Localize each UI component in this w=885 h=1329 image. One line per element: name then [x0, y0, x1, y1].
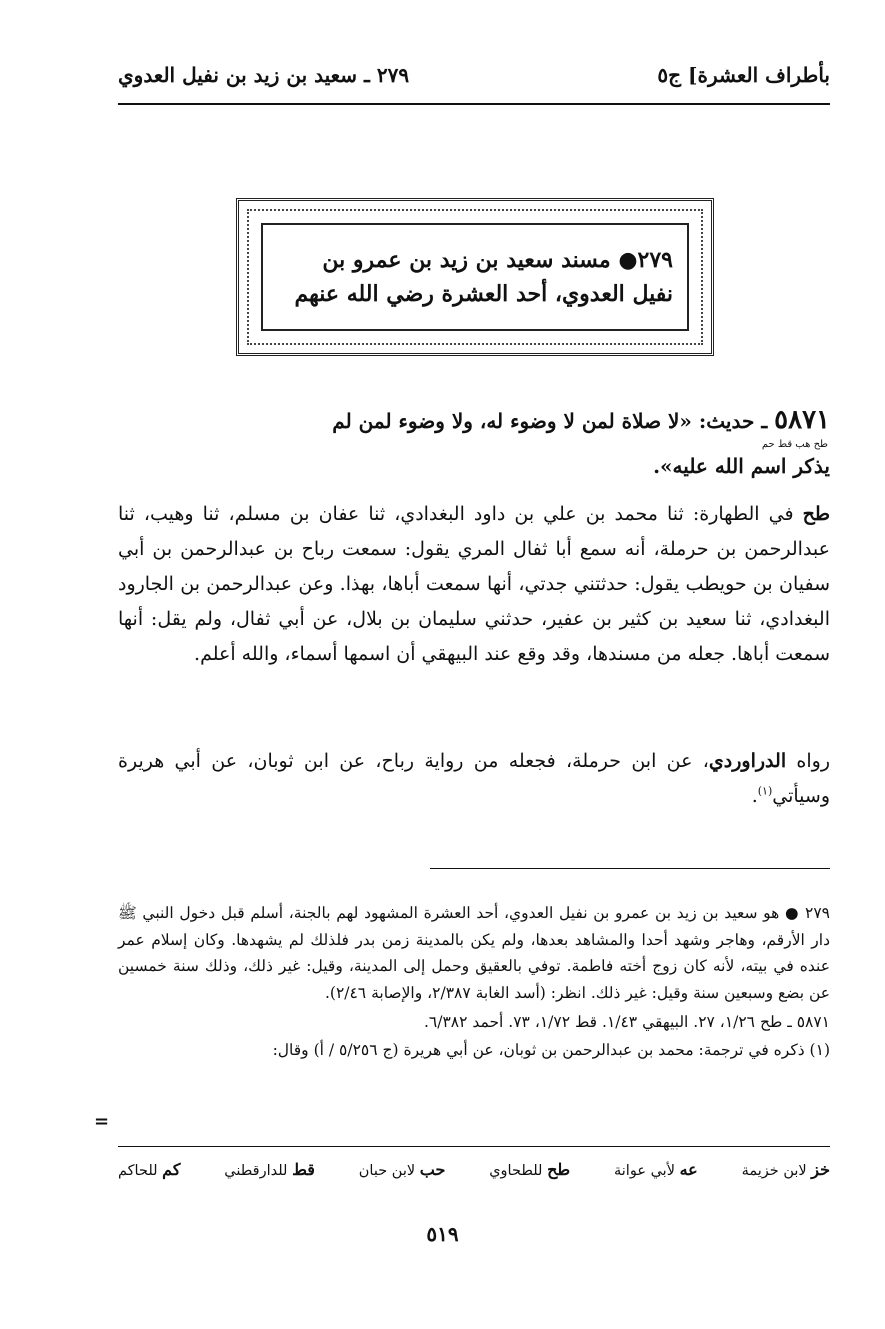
- narrator-name: الدراوردي: [708, 750, 787, 772]
- hadith-text-1: «لا صلاة لمن لا وضوء له، ولا وضوء لمن لم: [332, 409, 692, 433]
- abbrev-item: حب لابن حبان: [358, 1160, 446, 1179]
- footnote-separator: [430, 868, 830, 869]
- section-title-frame: [236, 198, 714, 356]
- hadith-text-2: يذكر اسم الله عليه».: [653, 453, 830, 478]
- footnote-biography: ٢٧٩ ● هو سعيد بن زيد بن عمرو بن نفيل العدوي، أحد العشرة المشهود لهم بالجنة، أسلم قبل دخول النبي ﷺ دار الأرقم، وهاجر وشهد أحدا والمشاهد بعدها، ولم يكن بالمدينة زمن بدر فلذلك لم يشهدها. وكان إسلام عمر عنده في بيته، لأنه كان زوج أخته فاطمة. توفي بالعقيق وحمل إلى المدينة، وقيل: غير ذلك، وذلك سنة خمسين عن بضع وسبعين سنة وقيل: غير ذلك. انظر: (أسد الغابة ٢/٣٨٧، والإصابة ٢/٤٦).: [118, 904, 830, 1002]
- abbrev-item: عه لأبي عوانة: [613, 1160, 698, 1179]
- footnote-references: ٥٨٧١ ـ طح ١/٢٦، ٢٧. البيهقي ١/٤٣. قط ١/٧٢، ٧٣. أحمد ٦/٣٨٢.: [423, 1012, 830, 1031]
- abbreviation-key: [118, 1160, 830, 1179]
- continuation-mark: =: [94, 1111, 110, 1132]
- hadith-label: ـ حديث:: [691, 409, 775, 433]
- footnotes: [118, 900, 830, 1064]
- header-chapter: ٢٧٩ ـ سعيد بن زيد بن نفيل العدوي: [118, 63, 410, 87]
- footnote-1: (١) ذكره في ترجمة: محمد بن عبدالرحمن بن ثوبان، عن أبي هريرة (ج ٥/٢٥٦ / أ) وقال:: [272, 1041, 830, 1060]
- abbrev-item: كم للحاكم: [118, 1160, 181, 1179]
- bottom-rule: [118, 1146, 830, 1147]
- isnad-text: في الطهارة: ثنا محمد بن علي بن داود البغدادي، ثنا عفان بن مسلم، ثنا وهيب، ثنا عبدالرحمن بن حرملة، أنه سمع أبا ثفال المري يقول: سمعت رباح بن عبدالرحمن بن أبي سفيان بن حويطب يقول: حدثتني جدتي، أنها سمعت أباها، بهذا. وعن عبدالرحمن بن الجارود البغدادي، ثنا سعيد بن كثير بن عفير، حدثني سليمان بن بلال، عن أبي ثفال، ولم يقل: أنها سمعت أباها. جعله من مسندها، وقد وقع عند البيهقي أن اسمها أسماء، والله أعلم.: [118, 503, 830, 665]
- footnote-ref[interactable]: (١): [757, 784, 773, 798]
- source-abbrev: طح: [802, 503, 830, 525]
- abbrev-item: قط للدارقطني: [224, 1160, 315, 1179]
- section-title-line-2: نفيل العدوي، أحد العشرة رضي الله عنهم: [294, 281, 673, 307]
- header-rule: [118, 103, 830, 105]
- section-title-line-1: ٢٧٩● مسند سعيد بن زيد بن عمرو بن: [322, 246, 673, 273]
- hadith-number: ٥٨٧١: [774, 405, 830, 435]
- riwaya-paragraph: رواه الدراوردي، عن ابن حرملة، فجعله من رواية رباح، عن ابن ثوبان، عن أبي هريرة وسيأتي$^{(١)}$.: [118, 750, 831, 807]
- isnad-paragraph: [118, 497, 830, 672]
- running-header: [118, 58, 830, 92]
- hadith-entry: [128, 400, 830, 482]
- page-number: ٥١٩: [426, 1222, 459, 1246]
- section-title: [261, 223, 689, 331]
- abbrev-item: خز لابن خزيمة: [741, 1160, 830, 1179]
- hadith-source-symbols: طح هب قط حم: [761, 438, 828, 450]
- header-book-volume: بأطراف العشرة] ج٥: [657, 63, 830, 87]
- abbrev-item: طح للطحاوي: [489, 1160, 571, 1179]
